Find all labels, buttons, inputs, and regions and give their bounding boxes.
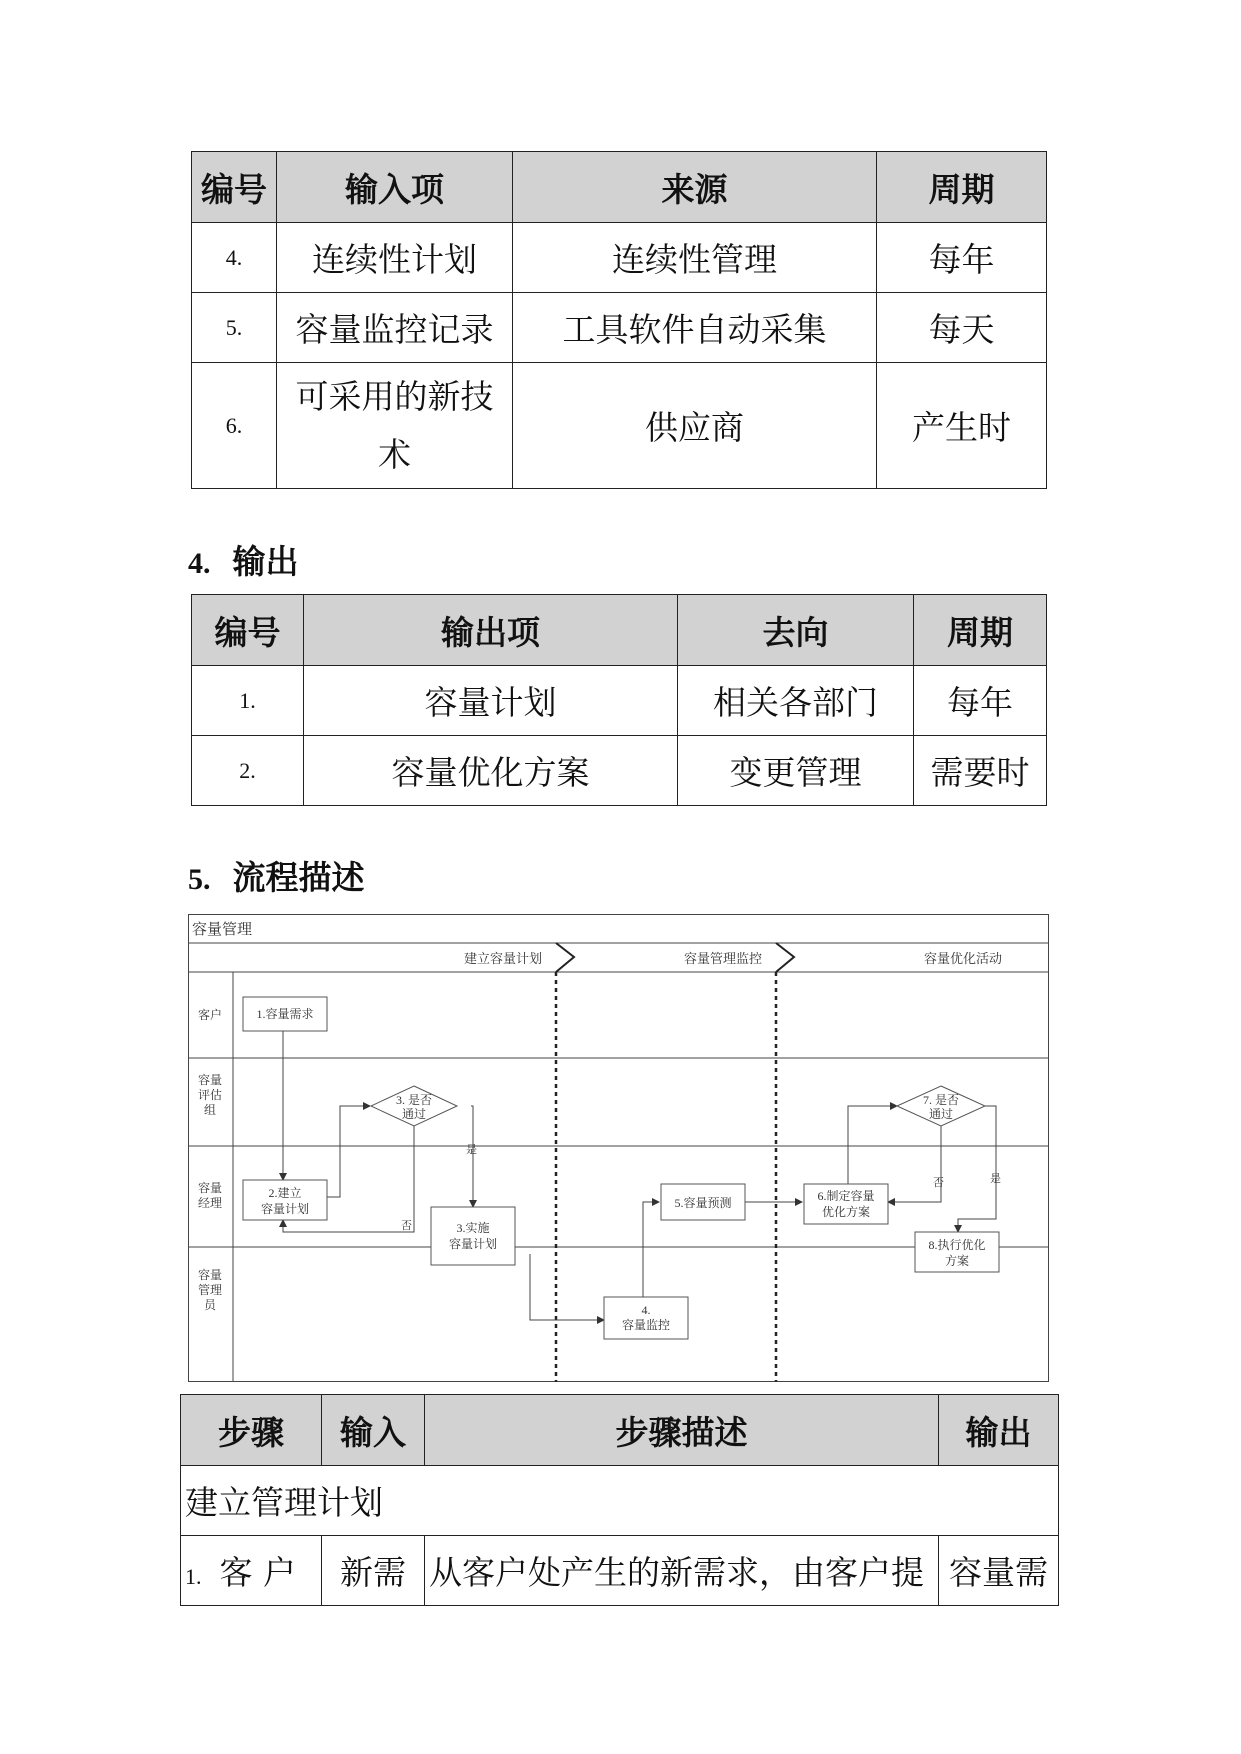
output-dest: 变更管理 [678, 736, 914, 806]
yes-label: 是 [466, 1144, 477, 1156]
header-cell: 编号 [192, 595, 304, 666]
phase-label: 容量优化活动 [924, 951, 1003, 966]
section-row-text: 建立管理计划 [185, 1483, 383, 1522]
step-output: 容量需 [939, 1536, 1059, 1606]
table-header-row [192, 152, 1047, 223]
section-title: 输出 [232, 542, 299, 581]
row-number: 1. [185, 1564, 202, 1589]
connector [530, 1254, 604, 1320]
row-number: 4. [192, 223, 277, 293]
header-cell: 周期 [914, 595, 1047, 666]
node-label: 6.制定容量 [817, 1189, 875, 1203]
step-input: 新需 [322, 1536, 425, 1606]
output-item: 容量优化方案 [304, 736, 678, 806]
output-table [191, 594, 1047, 806]
node-label: 容量计划 [448, 1237, 498, 1251]
lane-label-manager: 容量 [197, 1181, 223, 1195]
row-number: 2. [192, 736, 304, 806]
input-item [277, 363, 513, 489]
input-source: 工具软件自动采集 [513, 293, 877, 363]
lane-label-manager: 经理 [197, 1196, 223, 1210]
section-number: 4. [188, 547, 211, 580]
lane-label-admin: 容量 [197, 1268, 223, 1282]
header-cell: 周期 [877, 152, 1047, 223]
lane-label-admin: 员 [203, 1298, 217, 1312]
section-number: 5. [188, 863, 211, 896]
node-label: 3. 是否 [395, 1093, 433, 1107]
header-cell: 步骤 [181, 1395, 322, 1466]
node-label: 8.执行优化 [928, 1238, 986, 1252]
header-cell: 输入 [322, 1395, 425, 1466]
row-number: 6. [192, 363, 277, 489]
input-source: 供应商 [513, 363, 877, 489]
output-cycle: 每年 [914, 666, 1047, 736]
steps-table [180, 1394, 1059, 1606]
node-label: 通过 [401, 1107, 427, 1121]
output-dest: 相关各部门 [678, 666, 914, 736]
node-label: 容量计划 [260, 1202, 310, 1216]
table-row [192, 736, 1047, 806]
phase-chevron [556, 943, 574, 972]
node-label: 2.建立 [268, 1186, 302, 1200]
section-heading-output [188, 536, 299, 583]
input-item: 连续性计划 [277, 223, 513, 293]
input-item-line: 术 [378, 434, 411, 474]
input-cycle: 产生时 [877, 363, 1047, 489]
header-cell: 去向 [678, 595, 914, 666]
section-title: 流程描述 [232, 858, 365, 897]
input-cycle: 每年 [877, 223, 1047, 293]
output-cycle: 需要时 [914, 736, 1047, 806]
process-node [431, 1207, 515, 1265]
phase-chevron [776, 943, 794, 972]
step-cell [181, 1536, 322, 1606]
no-label: 否 [933, 1177, 944, 1189]
table-header-row [192, 595, 1047, 666]
no-label: 否 [401, 1220, 412, 1232]
table-row [192, 363, 1047, 489]
header-cell: 输出 [939, 1395, 1059, 1466]
connector [471, 1106, 473, 1207]
header-cell: 来源 [513, 152, 877, 223]
header-cell: 编号 [192, 152, 277, 223]
node-label: 方案 [944, 1254, 970, 1268]
header-cell: 输出项 [304, 595, 678, 666]
step-description: 从客户处产生的新需求，由客户提 [425, 1536, 939, 1606]
flowchart-title: 容量管理 [192, 922, 253, 938]
section-heading-flow [188, 852, 365, 899]
lane-label-customer: 客户 [197, 1008, 223, 1022]
header-cell: 步骤描述 [425, 1395, 939, 1466]
node-label: 3.实施 [456, 1221, 490, 1235]
input-table [191, 151, 1047, 489]
lane-label-admin: 管理 [197, 1283, 223, 1297]
connector [888, 1126, 941, 1202]
input-cycle: 每天 [877, 293, 1047, 363]
table-header-row [181, 1395, 1059, 1466]
header-cell: 输入项 [277, 152, 513, 223]
step-name: 客 户 [219, 1553, 296, 1592]
phase-label: 容量管理监控 [684, 951, 763, 966]
connector [958, 1106, 996, 1232]
input-item-line: 可采用的新技 [295, 376, 494, 416]
node-label: 5.容量预测 [674, 1196, 732, 1210]
connector [848, 1106, 897, 1184]
table-row [192, 666, 1047, 736]
lane-label-eval-group: 评估 [197, 1088, 223, 1102]
lane-label-eval-group: 组 [203, 1103, 217, 1117]
row-number: 1. [192, 666, 304, 736]
table-row [192, 223, 1047, 293]
table-row [192, 293, 1047, 363]
connector [643, 1202, 659, 1297]
connector [326, 1106, 370, 1197]
yes-label: 是 [990, 1173, 1001, 1185]
node-label: 1.容量需求 [256, 1007, 314, 1021]
input-item: 容量监控记录 [277, 293, 513, 363]
node-label: 优化方案 [821, 1205, 871, 1219]
node-label: 通过 [928, 1107, 954, 1121]
input-source: 连续性管理 [513, 223, 877, 293]
table-row [181, 1536, 1059, 1606]
section-row-label [181, 1466, 1059, 1536]
swimlane-flowchart [188, 914, 1049, 1382]
node-label: 容量监控 [621, 1318, 671, 1332]
row-number: 5. [192, 293, 277, 363]
lane-label-eval-group: 容量 [197, 1073, 223, 1087]
output-item: 容量计划 [304, 666, 678, 736]
node-label: 4. [641, 1303, 651, 1317]
node-label: 7. 是否 [922, 1093, 960, 1107]
table-section-row [181, 1466, 1059, 1536]
phase-label: 建立容量计划 [464, 951, 543, 966]
